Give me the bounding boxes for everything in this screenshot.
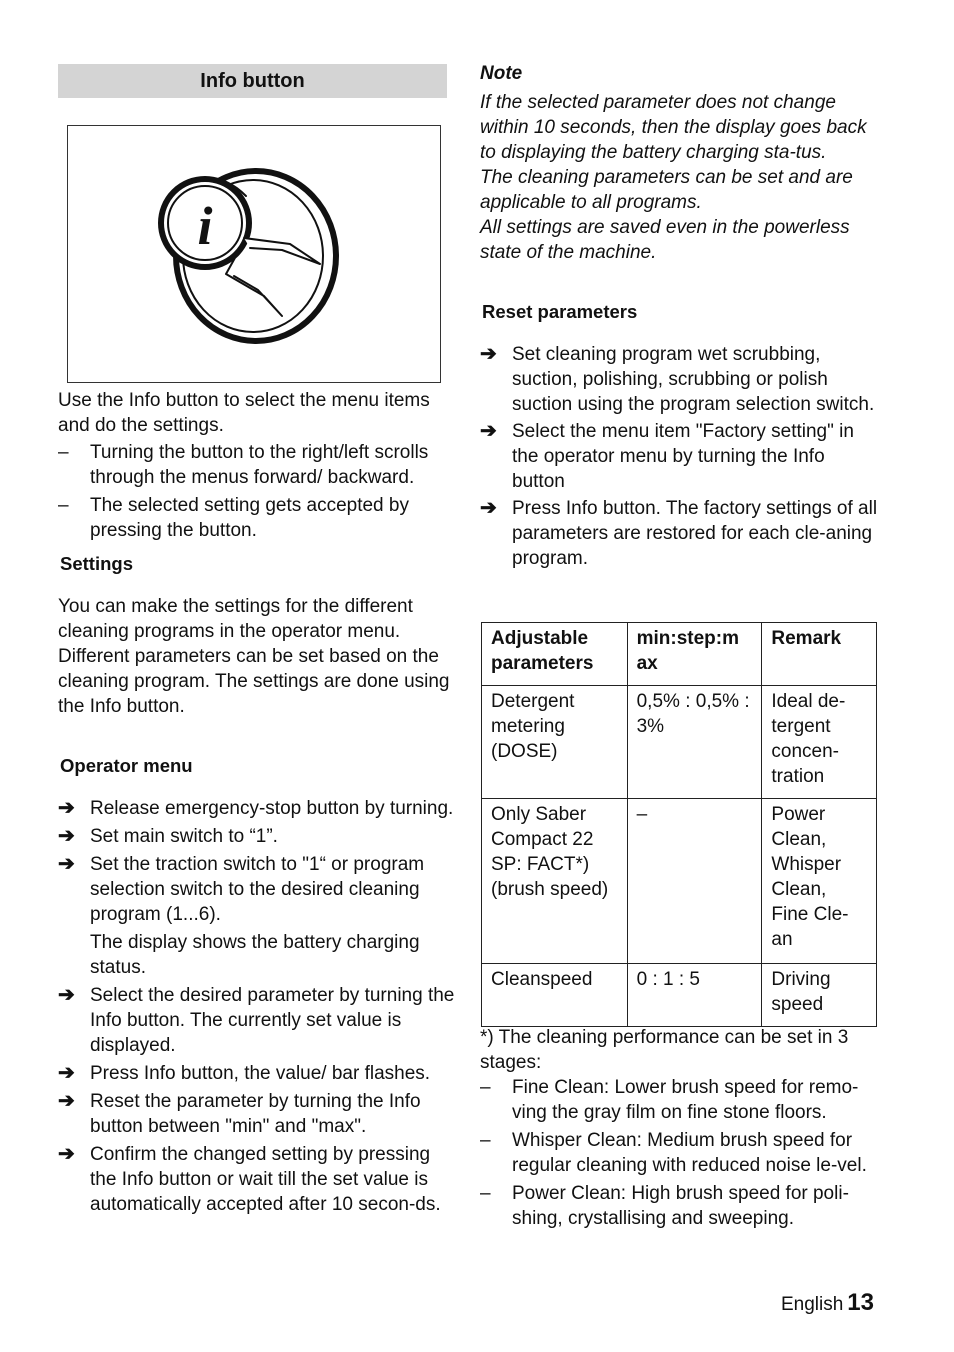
list-item: ➔ Reset the parameter by turning the Info button between "min" and "max".: [58, 1090, 421, 1137]
dash-item: – Turning the button to the right/left scrolls through the menus forward/ backward.: [58, 442, 429, 488]
section-header-info-button: Info button: [58, 64, 447, 98]
arrow-bullet-icon: ➔: [58, 984, 75, 1006]
note-title: Note: [480, 63, 523, 84]
list-item: ➔ Release emergency-stop button by turning.: [58, 797, 454, 819]
arrow-bullet-icon: ➔: [480, 420, 497, 442]
dash-marker: –: [58, 495, 69, 516]
arrow-bullet-icon: ➔: [58, 797, 75, 819]
dash-item: – Fine Clean: Lower brush speed for remo-ving the gray film on fine stone floors.: [480, 1077, 859, 1123]
settings-title: Settings: [60, 553, 133, 574]
list-item-continuation: The display shows the battery charging status.: [90, 932, 420, 978]
note-text: If the selected parameter does not change within 10 seconds, then the display goes back to displaying the battery charging sta-tus. The cleaning parameters can be set and are applicable to all programs. All settings are saved even in the powerless state of the machine.: [480, 92, 867, 263]
dash-marker: –: [480, 1183, 491, 1204]
arrow-bullet-icon: ➔: [480, 497, 497, 519]
table-cell: Detergent metering (DOSE): [482, 686, 628, 799]
arrow-bullet-icon: ➔: [58, 1090, 75, 1112]
parameters-table: [481, 622, 877, 1027]
arrow-bullet-icon: ➔: [58, 853, 75, 875]
arrow-bullet-icon: ➔: [58, 1143, 75, 1165]
table-cell: Driving speed: [762, 964, 877, 1027]
table-cell: Ideal de-tergent concen-tration: [762, 686, 877, 799]
table-header-cell: Remark: [762, 623, 877, 686]
reset-steps: [480, 342, 878, 571]
footnote-block: [480, 1025, 878, 1231]
list-item: ➔ Select the menu item "Factory setting" in the operator menu by turning the Info button: [480, 420, 854, 492]
list-item: ➔ Press Info button, the value/ bar flashes.: [58, 1062, 431, 1084]
table-row: [482, 964, 877, 1027]
list-item: ➔ Press Info button. The factory settings of all parameters are restored for each cle-aning program.: [480, 497, 878, 569]
dash-item: – Whisper Clean: Medium brush speed for regular cleaning with reduced noise le-vel.: [480, 1130, 867, 1176]
list-item: ➔ Set cleaning program wet scrubbing, suction, polishing, scrubbing or polish suction using the program selection switch.: [480, 343, 875, 415]
table-header-cell: Adjustable parameters: [482, 623, 628, 686]
table-cell: Only Saber Compact 22 SP: FACT*) (brush speed): [482, 799, 628, 964]
list-item: ➔ Select the desired parameter by turning the Info button. The currently set value is displayed.: [58, 984, 455, 1056]
operator-steps: [58, 796, 456, 1217]
page-number: 13: [847, 1289, 874, 1316]
info-button-figure: [67, 125, 441, 383]
operator-menu-title: Operator menu: [60, 755, 193, 776]
settings-text: You can make the settings for the different cleaning programs in the operator menu. Different parameters can be set based on the cleaning program. The settings are done using the Info button.: [58, 596, 450, 717]
arrow-bullet-icon: ➔: [58, 825, 75, 847]
arrow-bullet-icon: ➔: [58, 1062, 75, 1084]
table-cell: –: [627, 799, 762, 964]
footnote-text: *) The cleaning performance can be set in 3 stages:: [480, 1027, 849, 1073]
table-cell: Cleanspeed: [482, 964, 628, 1027]
table-cell: 0 : 1 : 5: [627, 964, 762, 1027]
table-header-cell: min:step:m ax: [627, 623, 762, 686]
table-row: [482, 686, 877, 799]
list-item: ➔ Set the traction switch to "1“ or program selection switch to the desired cleaning program (1...6).: [58, 853, 425, 925]
table-cell: Power Clean, Whisper Clean, Fine Cle-an: [762, 799, 877, 964]
info-glyph: i: [197, 196, 213, 256]
intro-block: [58, 388, 456, 543]
reset-parameters-title: Reset parameters: [482, 301, 638, 322]
arrow-bullet-icon: ➔: [480, 343, 497, 365]
info-knob-icon: [68, 126, 442, 384]
table-row: [482, 799, 877, 964]
list-item: ➔ Confirm the changed setting by pressing the Info button or wait till the set value is automatically accepted after 10 secon-ds.: [58, 1143, 441, 1215]
footer-language: English: [780, 1294, 844, 1315]
table-cell: 0,5% : 0,5% : 3%: [627, 686, 762, 799]
page-footer: [781, 1290, 874, 1317]
intro-text: Use the Info button to select the menu items and do the settings.: [58, 390, 430, 436]
dash-marker: –: [58, 442, 69, 463]
table-header-row: [482, 623, 877, 686]
list-item: ➔ Set main switch to “1”.: [58, 825, 278, 847]
dash-item: – The selected setting gets accepted by pressing the button.: [58, 495, 409, 541]
dash-item: – Power Clean: High brush speed for poli-shing, crystallising and sweeping.: [480, 1183, 849, 1229]
dash-marker: –: [480, 1077, 491, 1098]
dash-marker: –: [480, 1130, 491, 1151]
